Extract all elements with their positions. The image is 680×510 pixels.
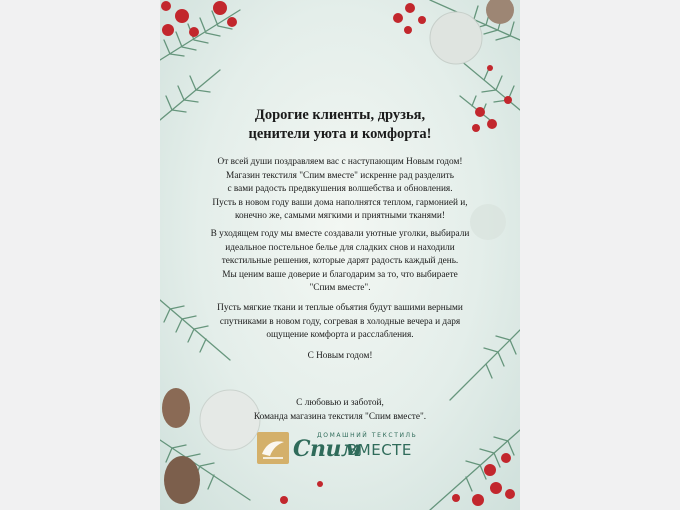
letter-title [160,106,520,144]
logo-tagline: ДОМАШНИЙ ТЕКСТИЛЬ [317,432,418,439]
text-line: Магазин текстиля "Спим вместе" искренне рад разделить [226,170,454,181]
brand-logo [257,430,427,466]
text-line: С любовью и заботой, [296,398,384,408]
paragraph-year [180,228,500,296]
paragraph-new-year [180,350,500,364]
text-line: С Новым годом! [307,351,373,361]
text-line: Пусть мягкие ткани и теплые объятия будут вашими верными [217,303,463,313]
logo-word-2: ВМЕСТЕ [347,441,412,459]
signature [180,397,500,424]
text-line: "Спим вместе". [309,283,371,294]
title-line: ценители уюта и комфорта! [248,126,432,142]
text-line: Пусть в новом году ваши дома наполнятся теплом, гармонией и, [212,197,468,208]
paragraph-wishes [180,302,500,343]
letter [160,0,520,510]
text-line: ощущение комфорта и расслабления. [266,330,414,341]
text-line: конечно же, самыми мягкими и приятными тканями! [234,211,445,222]
logo-mark-icon [257,432,289,464]
text-line: идеальное постельное белье для сладких снов и находили [225,242,455,253]
paragraph-greeting [180,156,500,224]
text-line: спутниками в новом году, согревая в холодные вечера и даря [219,316,461,327]
logo-word-1: Спим [293,436,362,462]
text-line: с вами радость предвкушения волшебства и обновления. [227,184,453,195]
text-line: В уходящем году мы вместе создавали уютные уголки, выбирали [210,229,470,239]
text-line: От всей души поздравляем вас с наступающим Новым годом! [217,157,463,167]
text-line: Мы ценим ваше доверие и благодарим за то, что выбираете [222,269,458,280]
greeting-card [160,0,520,510]
text-line: текстильные решения, которые дарят радость каждый день. [221,256,459,267]
text-line: Команда магазина текстиля "Спим вместе". [253,411,427,422]
title-line: Дорогие клиенты, друзья, [254,107,426,123]
